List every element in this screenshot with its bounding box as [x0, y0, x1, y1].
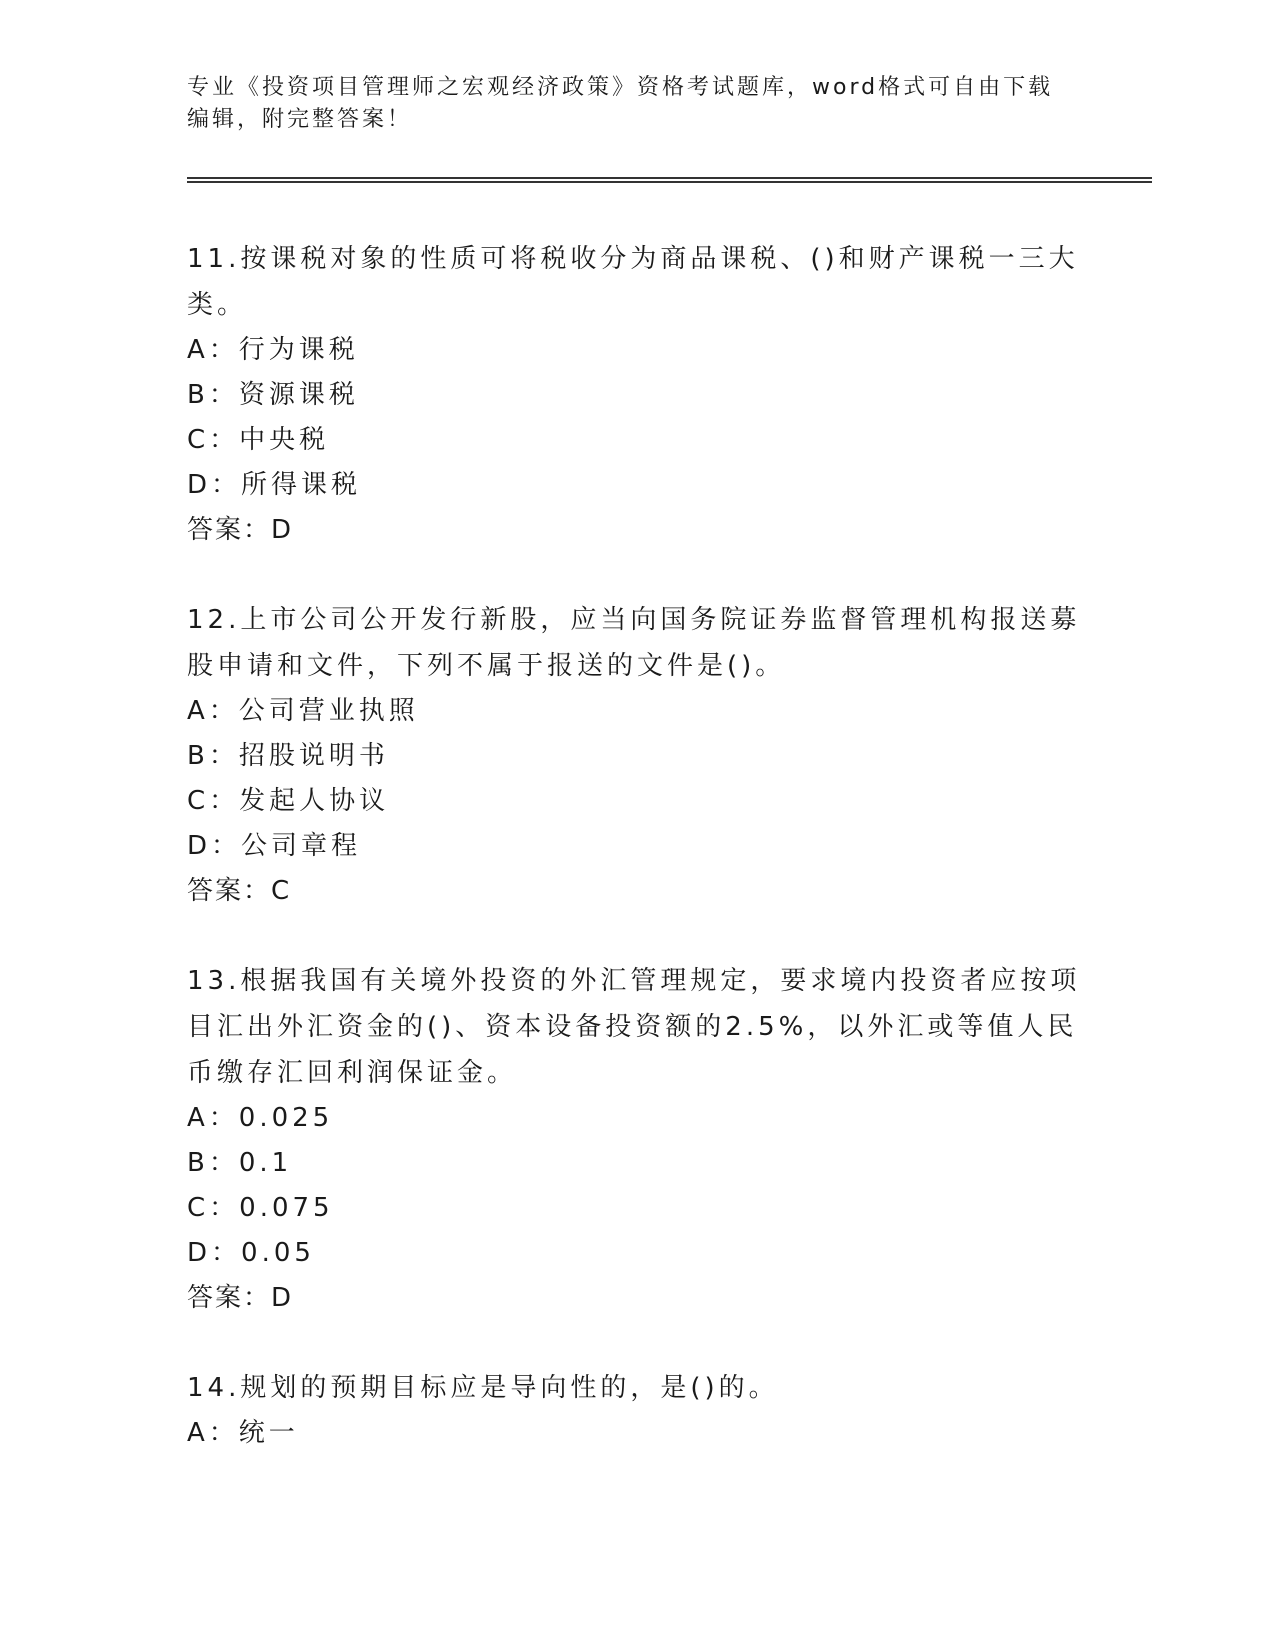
answer: 答案：D: [187, 515, 294, 545]
option-c: C：中央税: [187, 425, 330, 455]
question-14: [187, 1365, 1087, 1456]
header-divider: [187, 177, 1152, 183]
option-b: B：资源课税: [187, 380, 359, 410]
document-header: 专业《投资项目管理师之宏观经济政策》资格考试题库，word格式可自由下载编辑，附完整答案！: [187, 75, 1054, 132]
option-a: A：统一: [187, 1418, 299, 1448]
question-stem: 12.上市公司公开发行新股，应当向国务院证券监督管理机构报送募股申请和文件，下列不属于报送的文件是()。: [187, 605, 1081, 681]
option-b: B：0.1: [187, 1148, 293, 1178]
option-d: D：公司章程: [187, 831, 362, 861]
question-13: [187, 958, 1087, 1321]
answer: 答案：C: [187, 876, 292, 906]
question-12: [187, 597, 1087, 914]
question-11: [187, 236, 1087, 553]
question-stem: 11.按课税对象的性质可将税收分为商品课税、()和财产课税一三大类。: [187, 244, 1079, 320]
option-c: C：发起人协议: [187, 786, 390, 816]
question-stem: 14.规划的预期目标应是导向性的，是()的。: [187, 1373, 779, 1403]
option-a: A：0.025: [187, 1103, 334, 1133]
question-list: [187, 236, 1087, 1456]
option-b: B：招股说明书: [187, 741, 389, 771]
question-stem: 13.根据我国有关境外投资的外汇管理规定，要求境内投资者应按项目汇出外汇资金的()、资本设备投资额的2.5%，以外汇或等值人民币缴存汇回利润保证金。: [187, 966, 1081, 1088]
answer: 答案：D: [187, 1283, 294, 1313]
option-a: A：行为课税: [187, 335, 359, 365]
option-c: C：0.075: [187, 1193, 334, 1223]
option-d: D：所得课税: [187, 470, 362, 500]
option-a: A：公司营业执照: [187, 696, 419, 726]
option-d: D：0.05: [187, 1238, 315, 1268]
